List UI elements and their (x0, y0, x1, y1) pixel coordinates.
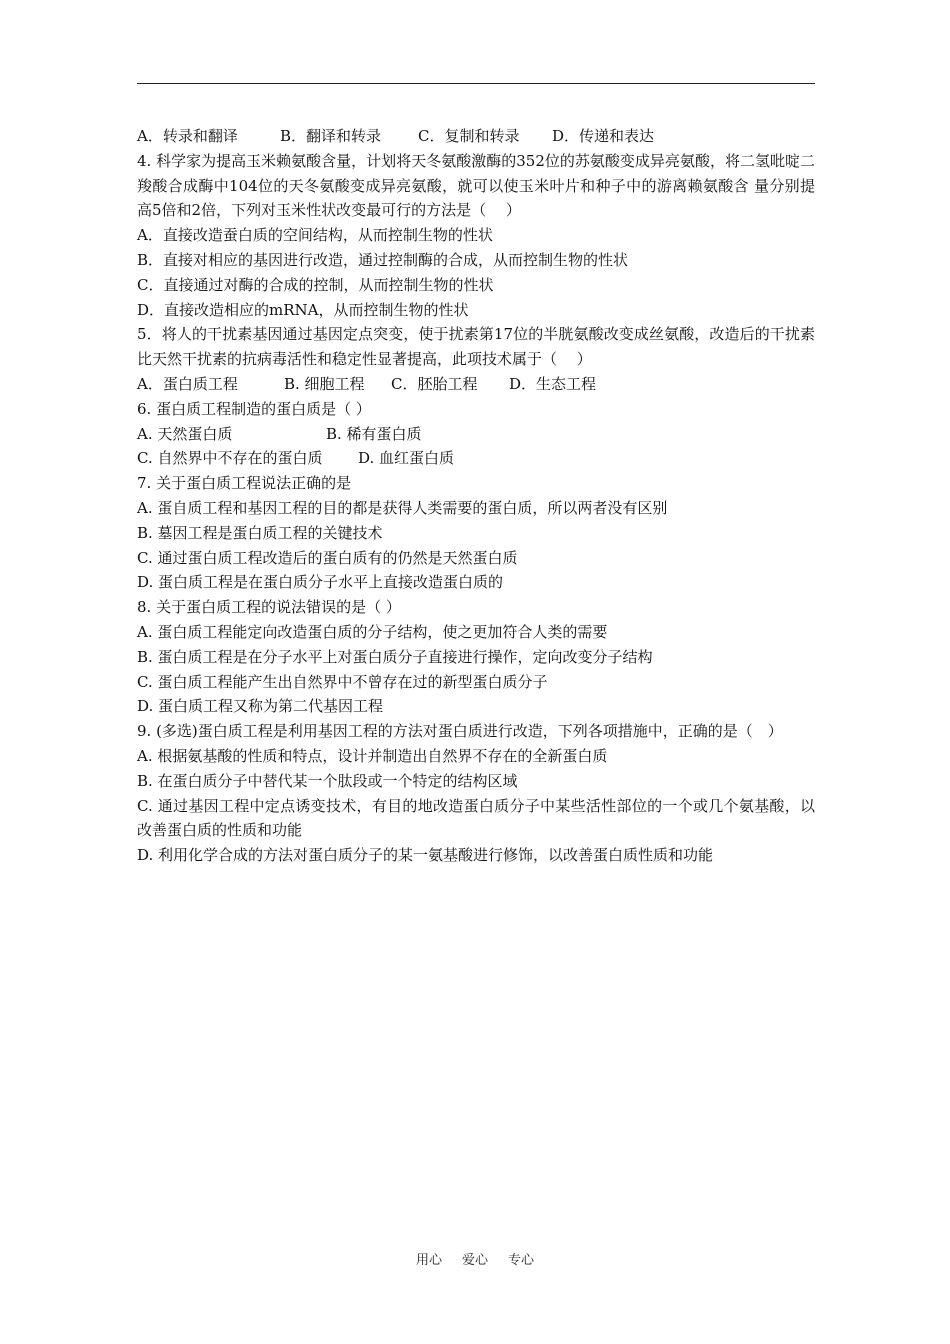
q5-option-a: A．蛋白质工程 (137, 374, 238, 393)
q3-option-a: A．转录和翻译 (137, 127, 238, 145)
q8-option-a: A. 蛋白质工程能定向改造蛋白质的分子结构，使之更加符合人类的需要 (137, 622, 608, 641)
q5-option-b: B. 细胞工程 (284, 374, 365, 393)
q7-option-b: B. 墓因工程是蛋白质工程的关键技术 (137, 523, 383, 542)
q3-option-b: B．翻译和转录 (280, 127, 382, 145)
q3-option-d: D．传递和表达 (552, 127, 655, 145)
q7-option-d: D. 蛋白质工程是在蛋白质分子水平上直接改造蛋白质的 (137, 573, 504, 592)
q5-stem: 5．将人的干扰素基因通过基因定点突变，使于扰素第17位的半胱氨酸改变成丝氨酸，改造后的干扰素比天然干扰素的抗病毒活性和稳定性显著提高，此项技术属于（ ） (137, 325, 815, 369)
q9-option-d: D. 利用化学合成的方法对蛋白质分子的某一氨基酸进行修饰，以改善蛋白质性质和功能 (137, 846, 714, 865)
q4-option-c: C．直接通过对酶的合成的控制，从而控制生物的性状 (137, 275, 494, 294)
header-rule (137, 83, 815, 84)
q4-option-d: D．直接改造相应的mRNA，从而控制生物的性状 (137, 300, 469, 319)
q5-options (137, 372, 815, 397)
footer-text-2: 爱心 (461, 1253, 488, 1268)
q6-option-b: B. 稀有蛋白质 (326, 424, 422, 443)
q6-options-row2 (137, 446, 815, 471)
q8-option-c: C. 蛋白质工程能产生出自然界中不曾存在过的新型蛋白质分子 (137, 672, 548, 691)
q7-option-c: C. 通过蛋白质工程改造后的蛋白质有的仍然是天然蛋白质 (137, 548, 518, 567)
q4-option-a: A．直接改造蚕白质的空间结构，从而控制生物的性状 (137, 226, 493, 245)
q6-option-c: C. 自然界中不存在的蛋白质 (137, 449, 323, 468)
q9-option-b: B. 在蛋白质分子中替代某一个肽段或一个特定的结构区域 (137, 771, 518, 790)
q5-option-c: C．胚胎工程 (391, 374, 478, 393)
footer-text-1: 用心 (415, 1253, 442, 1268)
document-body (137, 124, 815, 868)
q3-option-c: C．复制和转录 (418, 127, 520, 145)
q7-option-a: A. 蛋自质工程和基因工程的目的都是获得人类需要的蛋白质，所以两者没有区别 (137, 498, 668, 517)
q3-options (137, 124, 815, 149)
q8-option-b: B. 蛋白质工程是在分子水平上对蛋白质分子直接进行操作，定向改变分子结构 (137, 647, 653, 666)
q6-stem: 6. 蛋白质工程制造的蛋白质是（ ） (137, 399, 371, 418)
q4-stem: 4. 科学家为提高玉米赖氨酸含量，计划将天冬氨酸激酶的352位的苏氨酸变成异亮氨酸，将二氢吡啶二羧酸合成酶中104位的天冬氨酸变成异亮氨酸，就可以使玉米叶片和种子中的游离赖氨酸含 量分别提高5倍和2倍，下列对玉米性状改变最可行的方法是（ ） (137, 151, 815, 220)
page-footer (0, 1249, 950, 1268)
q8-option-d: D. 蛋白质工程又称为第二代基因工程 (137, 697, 384, 716)
q9-option-c: C. 通过基因工程中定点诱变技术，有目的地改造蛋白质分子中某些活性部位的一个或几个氨基酸，以改善蛋白质的性质和功能 (137, 796, 815, 840)
q7-stem: 7. 关于蛋白质工程说法正确的是 (137, 474, 352, 493)
q5-option-d: D．生态工程 (509, 374, 597, 393)
q6-option-a: A. 天然蛋白质 (137, 424, 233, 443)
q9-stem: 9. (多选)蛋白质工程是利用基因工程的方法对蛋白质进行改造，下列各项措施中，正确的是（ ） (137, 722, 783, 741)
footer-text-3: 专心 (508, 1253, 535, 1268)
q8-stem: 8. 关于蛋白质工程的说法错误的是（ ） (137, 598, 401, 617)
q6-options-row1 (137, 422, 815, 447)
q4-option-b: B．直接对相应的基因进行改造，通过控制酶的合成，从而控制生物的性状 (137, 250, 629, 269)
q9-option-a: A. 根据氨基酸的性质和特点，设计并制造出自然界不存在的全新蛋白质 (137, 746, 608, 765)
q6-option-d: D. 血红蛋白质 (358, 449, 455, 468)
